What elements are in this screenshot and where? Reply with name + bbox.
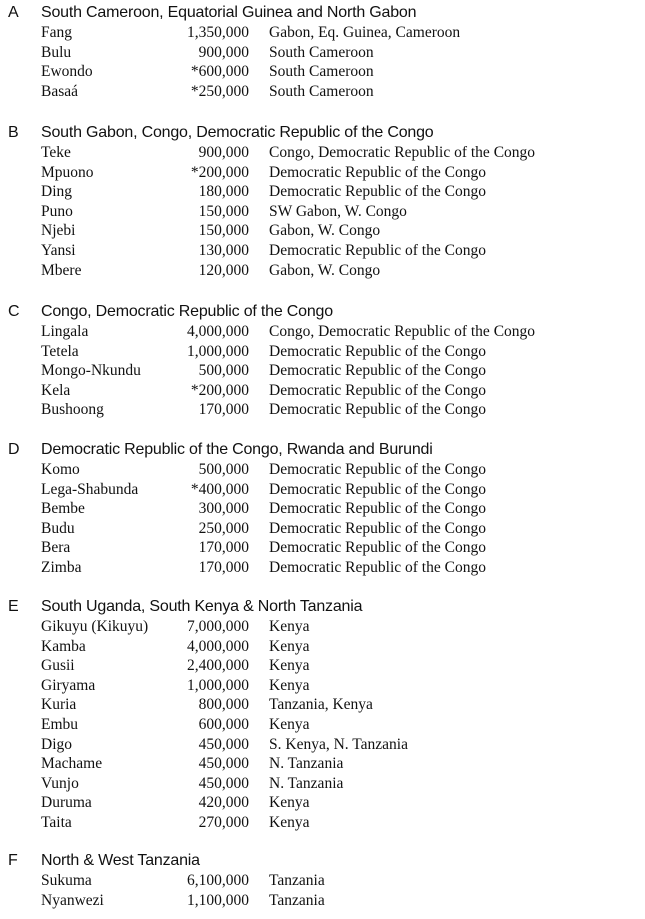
- language-row: [0, 221, 645, 241]
- language-name: Nyanwezi: [41, 891, 104, 909]
- section-letter: B: [8, 124, 19, 141]
- language-name: Kela: [41, 381, 71, 399]
- speaker-count: 420,000: [198, 794, 249, 812]
- language-name: Taita: [41, 813, 72, 831]
- language-region: Kenya: [269, 618, 310, 635]
- language-row: [0, 499, 645, 519]
- language-name: Gikuyu (Kikuyu): [41, 618, 149, 635]
- language-row: [0, 871, 645, 891]
- language-region: Gabon, W. Congo: [269, 261, 381, 279]
- language-list: [0, 23, 645, 101]
- section-letter: D: [8, 441, 20, 458]
- language-region: Kenya: [269, 657, 310, 675]
- speaker-count: 4,000,000: [187, 637, 249, 655]
- language-region: SW Gabon, W. Congo: [269, 202, 407, 220]
- language-row: [0, 182, 645, 202]
- section-heading: North & West Tanzania: [41, 852, 200, 869]
- language-region: South Cameroon: [269, 63, 374, 81]
- language-region: Gabon, W. Congo: [269, 222, 381, 240]
- language-row: [0, 656, 645, 676]
- language-row: [0, 754, 645, 774]
- language-name: Digo: [41, 735, 72, 753]
- language-list: [0, 617, 645, 833]
- language-row: [0, 793, 645, 813]
- language-row: [0, 202, 645, 222]
- speaker-count: 900,000: [198, 144, 249, 161]
- speaker-count: 600,000: [198, 715, 249, 733]
- language-name: Mongo-Nkundu: [41, 362, 141, 380]
- speaker-count: 900,000: [198, 43, 249, 61]
- speaker-count: 450,000: [198, 735, 249, 753]
- language-region: Democratic Republic of the Congo: [269, 163, 486, 181]
- speaker-count: 6,100,000: [187, 872, 249, 889]
- speaker-count: 800,000: [198, 696, 249, 714]
- language-name: Ewondo: [41, 63, 93, 81]
- speaker-count: 180,000: [198, 183, 249, 201]
- language-list: [0, 322, 645, 420]
- language-region: Kenya: [269, 676, 310, 694]
- language-name: Mbere: [41, 261, 82, 279]
- language-name: Embu: [41, 715, 79, 733]
- language-name: Yansi: [41, 241, 76, 259]
- language-region: Congo, Democratic Republic of the Congo: [269, 323, 536, 340]
- language-row: [0, 538, 645, 558]
- language-name: Bera: [41, 539, 71, 557]
- language-region: Democratic Republic of the Congo: [269, 519, 486, 537]
- language-region: Democratic Republic of the Congo: [269, 461, 486, 478]
- language-row: [0, 163, 645, 183]
- language-region: Kenya: [269, 637, 310, 655]
- speaker-count: 120,000: [198, 261, 249, 279]
- language-region: South Cameroon: [269, 43, 374, 61]
- language-name: Mpuono: [41, 163, 94, 181]
- language-region: Kenya: [269, 813, 310, 831]
- language-list: [0, 143, 645, 280]
- language-row: [0, 695, 645, 715]
- language-name: Lega-Shabunda: [41, 480, 139, 498]
- speaker-count: *600,000: [190, 63, 249, 81]
- speaker-count: *250,000: [190, 82, 249, 100]
- speaker-count: 150,000: [198, 202, 249, 220]
- language-row: [0, 23, 645, 43]
- language-row: [0, 43, 645, 63]
- language-name: Budu: [41, 519, 75, 537]
- language-name: Kamba: [41, 637, 86, 655]
- language-name: Bembe: [41, 500, 85, 518]
- language-list: [0, 460, 645, 578]
- speaker-count: 1,000,000: [187, 676, 249, 694]
- language-row: [0, 617, 645, 637]
- language-name: Teke: [41, 144, 71, 161]
- language-name: Kuria: [41, 696, 77, 714]
- language-row: [0, 62, 645, 82]
- section-heading: Congo, Democratic Republic of the Congo: [41, 303, 333, 320]
- language-row: [0, 637, 645, 657]
- language-row: [0, 342, 645, 362]
- speaker-count: 450,000: [198, 755, 249, 773]
- language-region: Democratic Republic of the Congo: [269, 362, 486, 380]
- language-region: Democratic Republic of the Congo: [269, 558, 486, 576]
- language-region: Congo, Democratic Republic of the Congo: [269, 144, 536, 161]
- language-name: Sukuma: [41, 872, 92, 889]
- language-region: N. Tanzania: [269, 755, 344, 773]
- speaker-count: *200,000: [190, 381, 249, 399]
- speaker-count: 270,000: [198, 813, 249, 831]
- language-row: [0, 715, 645, 735]
- language-name: Gusii: [41, 657, 75, 675]
- language-region: South Cameroon: [269, 82, 374, 100]
- language-region: Democratic Republic of the Congo: [269, 183, 486, 201]
- speaker-count: 1,100,000: [187, 891, 249, 909]
- speaker-count: 170,000: [198, 401, 249, 419]
- language-row: [0, 519, 645, 539]
- section-letter: F: [8, 852, 18, 869]
- language-name: Fang: [41, 24, 72, 41]
- speaker-count: 450,000: [198, 774, 249, 792]
- language-region: S. Kenya, N. Tanzania: [269, 735, 408, 753]
- language-row: [0, 676, 645, 696]
- language-name: Bulu: [41, 43, 72, 61]
- language-row: [0, 322, 645, 342]
- language-region: Democratic Republic of the Congo: [269, 500, 486, 518]
- section-letter: A: [8, 4, 19, 21]
- speaker-count: 2,400,000: [187, 657, 249, 675]
- language-region: Democratic Republic of the Congo: [269, 342, 486, 360]
- language-name: Puno: [41, 202, 73, 220]
- language-name: Ding: [41, 183, 72, 201]
- speaker-count: 150,000: [198, 222, 249, 240]
- language-row: [0, 261, 645, 281]
- language-region: Democratic Republic of the Congo: [269, 539, 486, 557]
- language-region: N. Tanzania: [269, 774, 344, 792]
- language-row: [0, 558, 645, 578]
- language-name: Duruma: [41, 794, 92, 812]
- section-letter: C: [8, 303, 20, 320]
- language-row: [0, 241, 645, 261]
- language-region: Kenya: [269, 794, 310, 812]
- speaker-count: 130,000: [198, 241, 249, 259]
- language-row: [0, 813, 645, 833]
- language-list: [0, 871, 645, 910]
- language-region: Democratic Republic of the Congo: [269, 401, 486, 419]
- speaker-count: 7,000,000: [187, 618, 249, 635]
- language-region: Democratic Republic of the Congo: [269, 480, 486, 498]
- section-letter: E: [8, 598, 19, 615]
- section-heading: South Uganda, South Kenya & North Tanzania: [41, 598, 363, 615]
- section-heading: Democratic Republic of the Congo, Rwanda and Burundi: [41, 441, 433, 458]
- language-row: [0, 891, 645, 911]
- speaker-count: 250,000: [198, 519, 249, 537]
- speaker-count: 1,000,000: [187, 342, 249, 360]
- speaker-count: 170,000: [198, 539, 249, 557]
- language-region: Gabon, Eq. Guinea, Cameroon: [269, 24, 461, 41]
- language-region: Tanzania, Kenya: [269, 696, 373, 714]
- section-heading: South Cameroon, Equatorial Guinea and North Gabon: [41, 4, 417, 21]
- language-row: [0, 82, 645, 102]
- language-name: Giryama: [41, 676, 96, 694]
- language-name: Tetela: [41, 342, 79, 360]
- speaker-count: *200,000: [190, 163, 249, 181]
- language-row: [0, 774, 645, 794]
- speaker-count: 500,000: [198, 362, 249, 380]
- speaker-count: 500,000: [198, 461, 249, 478]
- language-row: [0, 400, 645, 420]
- language-region: Kenya: [269, 715, 310, 733]
- language-row: [0, 143, 645, 163]
- language-region: Tanzania: [269, 872, 325, 889]
- language-name: Bushoong: [41, 401, 104, 419]
- language-name: Vunjo: [41, 774, 79, 792]
- language-row: [0, 480, 645, 500]
- language-row: [0, 735, 645, 755]
- language-row: [0, 361, 645, 381]
- language-name: Lingala: [41, 323, 89, 340]
- language-row: [0, 381, 645, 401]
- speaker-count: *400,000: [190, 480, 249, 498]
- language-name: Komo: [41, 461, 80, 478]
- language-region: Tanzania: [269, 891, 325, 909]
- language-name: Basaá: [41, 82, 79, 100]
- language-name: Machame: [41, 755, 103, 773]
- language-row: [0, 460, 645, 480]
- language-region: Democratic Republic of the Congo: [269, 381, 486, 399]
- language-region: Democratic Republic of the Congo: [269, 241, 486, 259]
- speaker-count: 4,000,000: [187, 323, 249, 340]
- language-name: Zimba: [41, 558, 82, 576]
- language-name: Njebi: [41, 222, 76, 240]
- section-heading: South Gabon, Congo, Democratic Republic of the Congo: [41, 124, 434, 141]
- speaker-count: 170,000: [198, 558, 249, 576]
- speaker-count: 1,350,000: [187, 24, 249, 41]
- speaker-count: 300,000: [198, 500, 249, 518]
